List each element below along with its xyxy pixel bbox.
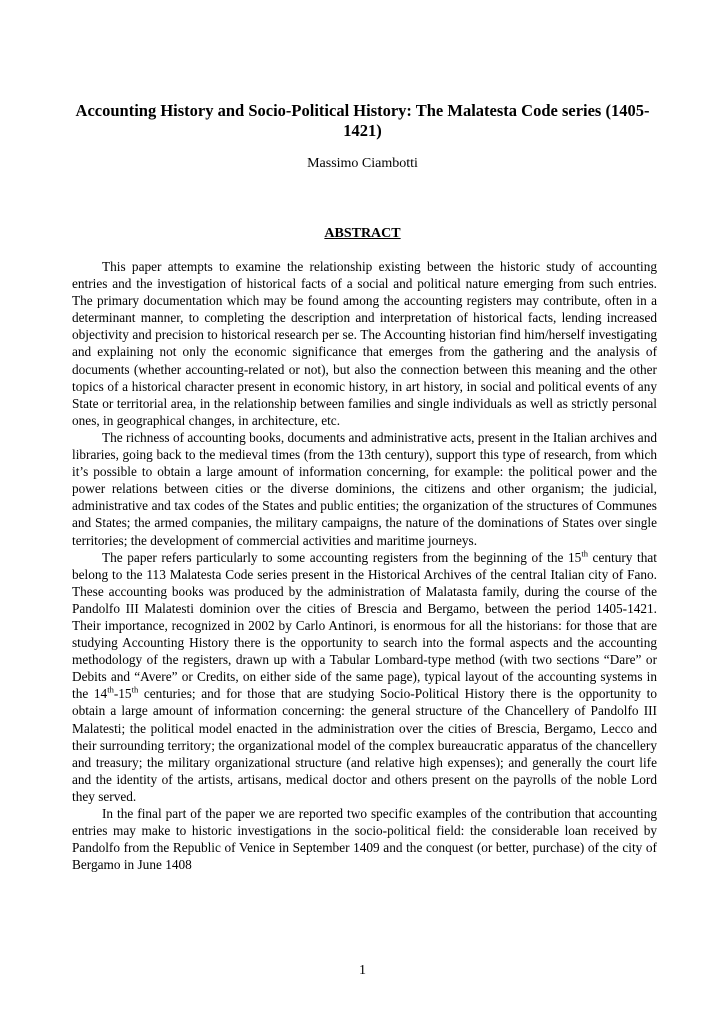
abstract-heading: ABSTRACT — [324, 226, 401, 241]
author-name: Massimo Ciambotti — [307, 156, 418, 171]
superscript-th: th — [131, 684, 139, 695]
paper-title: Accounting History and Socio-Political History: The Malatesta Code series (1405-1421) — [75, 101, 650, 140]
abstract-body — [72, 258, 657, 873]
paragraph-3-text-a: The paper refers particularly to some accounting registers from the beginning of the 15 — [102, 549, 582, 565]
superscript-th: th — [581, 548, 588, 559]
abstract-paragraph-1: This paper attempts to examine the relationship existing between the historic study of accounting entries and the investigation of historical facts of a social and political nature emerging from such entries. The primary documentation which may be found among the accounting registers may contribute, often in a determinant manner, to completing the description and interpretation of historical facts, lending increased objectivity and precision to historical research per se. The Accounting historian find him/herself investigating and explaining not only the economic significance that emerges from the gathering and the analysis of documents (whether accounting-related or not), but also the connection between this meaning and the other topics of a historical character present in economic history, in art history, in social and political events of any State or territorial area, in the relationship between families and single individuals as well as strictly personal ones, in geographical changes, in architecture, etc. — [72, 259, 657, 428]
paragraph-3-text-d: centuries; and for those that are studying Socio-Political History there is the opportunity to obtain a large amount of information concerning: the general structure of the Chancellery of Pandolfo III Malatesti; the political model enacted in the administration over the cities of Brescia, Bergamo, Lecco and their surrounding territory; the organizational model of the complex bureaucratic apparatus of the chancellery and treasury; the military organizational structure (and relative high expenses); and generally the court life and the identity of the artists, artisans, medical doctor and others present on the payrolls of the noble Lord they served. — [72, 686, 657, 804]
abstract-paragraph-2: The richness of accounting books, documents and administrative acts, present in the Italian archives and libraries, going back to the medieval times (from the 13th century), support this type of research, from which it’s possible to obtain a large amount of information concerning, for example: the political power and the power relations between cities or the diverse dominions, the citizens and other organism; the judicial, administrative and tax codes of the States and public entities; the organization of the structures of Communes and States; the armed companies, the military campaigns, the nature of the dominations of States over single territories; the development of commercial activities and maritime journeys. — [72, 429, 657, 548]
paragraph-3-text-b: century that belong to the 113 Malatesta Code series present in the Historical Archives of the central Italian city of Fano. These accounting books was produced by the administration of Malatasta family, during the course of the Pandolfo III Malatesti dominion over the cities of Brescia and Bergamo, between the period 1405-1421. Their importance, recognized in 2002 by Carlo Antinori, is enormous for all the historians: for those that are studying Accounting History there is the opportunity to search into the formal aspects and the accounting methodology of the registers, drawn up with a Tabular Lombard-type method (with two sections “Dare” or Debits and “Avere” or Credits, on either side of the same page), typical layout of the accounting systems in the 14 — [72, 549, 657, 702]
paragraph-3-text-c: -15 — [113, 686, 132, 702]
abstract-paragraph-3 — [72, 549, 657, 805]
page-number: 1 — [359, 963, 366, 978]
abstract-paragraph-4: In the final part of the paper we are reported two specific examples of the contribution that accounting entries may make to historic investigations in the socio-political field: the considerable loan received by Pandolfo from the Republic of Venice in September 1409 and the conquest (or better, purchase) of the city of Bergamo in June 1408 — [72, 806, 657, 873]
superscript-th: th — [107, 684, 114, 695]
